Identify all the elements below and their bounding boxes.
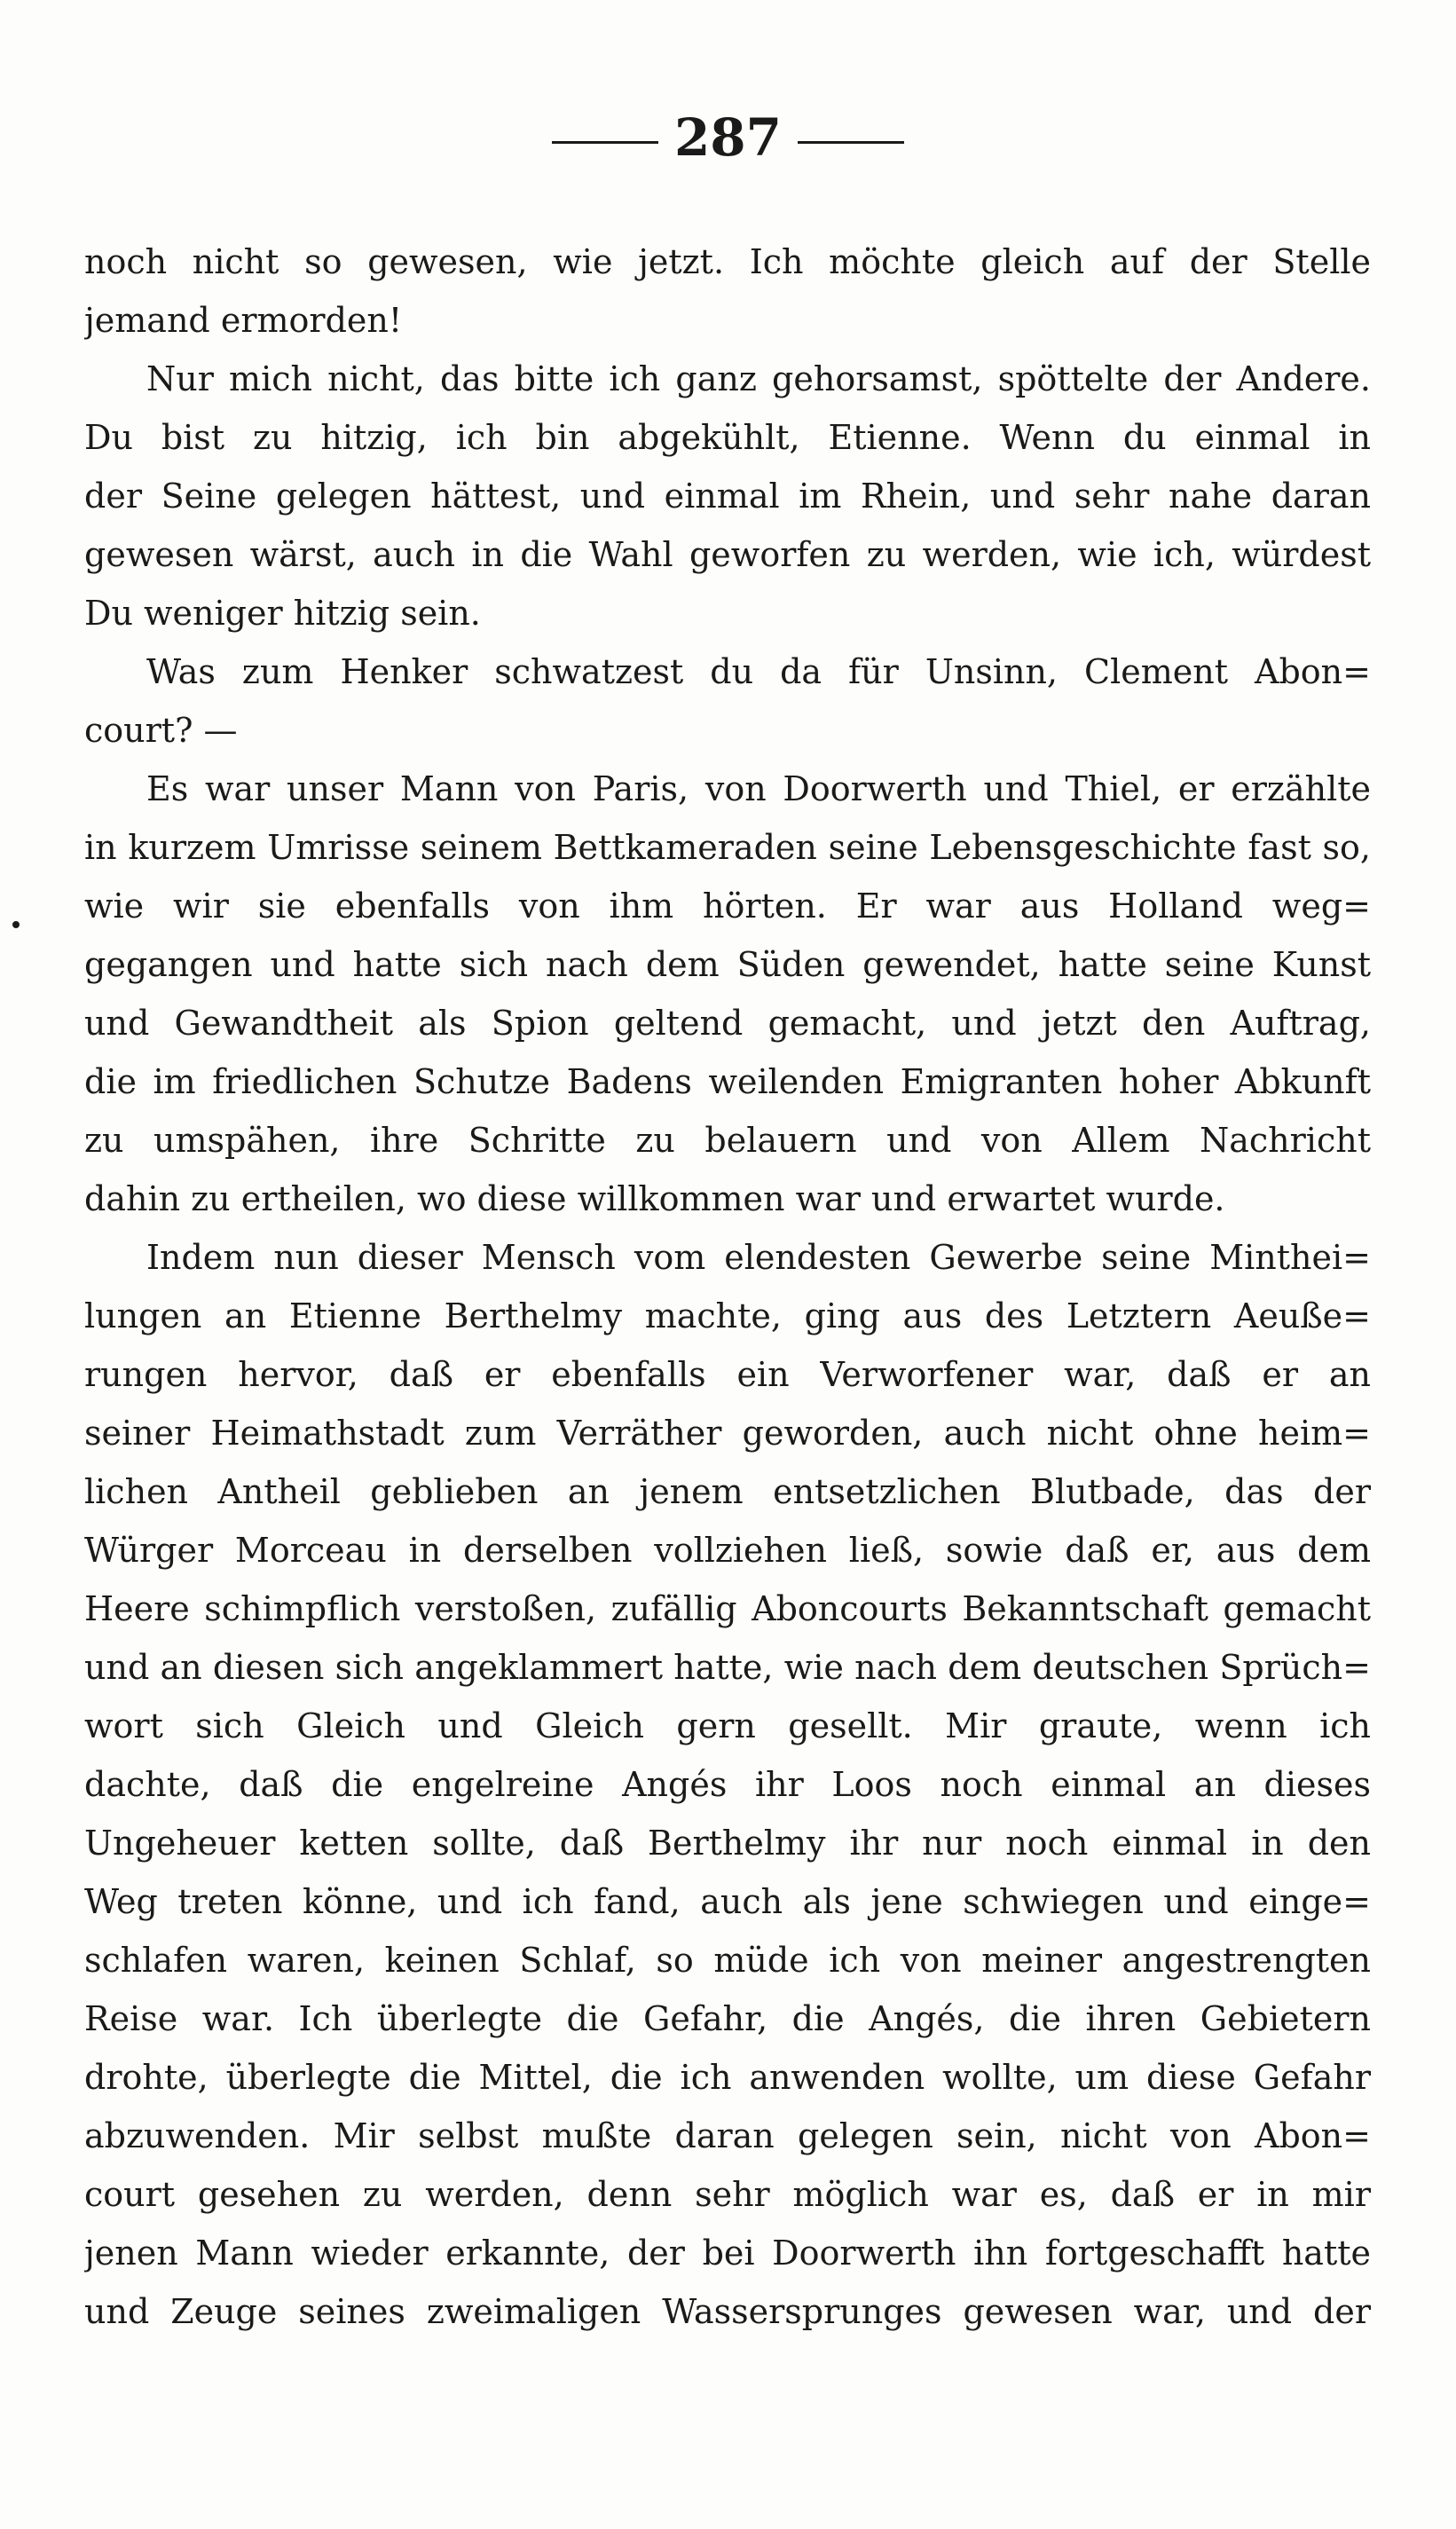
page-number: 287 [673, 107, 783, 168]
text-line: jemand ermorden! [84, 301, 403, 340]
text-line: Was zum Henker schwatzest du da für Unsinn, Clement Abon= [146, 652, 1371, 691]
text-line: noch nicht so gewesen, wie jetzt. Ich möchte gleich auf der Stelle [84, 242, 1371, 281]
text-line: seiner Heimathstadt zum Verräther geworden, auch nicht ohne heim= [84, 1414, 1371, 1453]
text-line: und Gewandtheit als Spion geltend gemacht, und jetzt den Auftrag, [84, 1004, 1371, 1043]
text-line: Indem nun dieser Mensch vom elendesten Gewerbe seine Minthei= [146, 1238, 1371, 1277]
text-line: jenen Mann wieder erkannte, der bei Doorwerth ihn fortgeschafft hatte [84, 2234, 1371, 2273]
text-line: und Zeuge seines zweimaligen Wassersprunges gewesen war, und der [84, 2292, 1371, 2331]
text-line: wie wir sie ebenfalls von ihm hörten. Er war aus Holland weg= [84, 886, 1371, 926]
text-line: der Seine gelegen hättest, und einmal im Rhein, und sehr nahe daran [84, 477, 1371, 516]
text-line: Heere schimpflich verstoßen, zufällig Aboncourts Bekanntschaft gemacht [84, 1589, 1371, 1628]
text-line: Reise war. Ich überlegte die Gefahr, die Angés, die ihren Gebietern [84, 1999, 1371, 2038]
text-line: court? — [84, 711, 238, 750]
text-line: gewesen wärst, auch in die Wahl geworfen zu werden, wie ich, würdest [84, 535, 1371, 574]
page-header [0, 106, 1456, 169]
text-line: abzuwenden. Mir selbst mußte daran gelegen sein, nicht von Abon= [84, 2116, 1371, 2155]
text-line: und an diesen sich angeklammert hatte, wie nach dem deutschen Sprüch= [84, 1648, 1371, 1687]
text-line: in kurzem Umrisse seinem Bettkameraden seine Lebensgeschichte fast so, [84, 828, 1371, 867]
text-line: Weg treten könne, und ich fand, auch als jene schwiegen und einge= [84, 1882, 1371, 1921]
header-rule-right [798, 141, 904, 144]
text-line: Ungeheuer ketten sollte, daß Berthelmy ihr nur noch einmal in den [84, 1824, 1371, 1863]
page-body [84, 232, 1371, 2341]
text-line: Du bist zu hitzig, ich bin abgekühlt, Etienne. Wenn du einmal in [84, 418, 1371, 457]
text-line: rungen hervor, daß er ebenfalls ein Verworfener war, daß er an [84, 1355, 1371, 1394]
text-line: die im friedlichen Schutze Badens weilenden Emigranten hoher Abkunft [84, 1062, 1371, 1101]
text-line: Du weniger hitzig sein. [84, 594, 481, 633]
text-line: zu umspähen, ihre Schritte zu belauern und von Allem Nachricht [84, 1121, 1371, 1160]
text-line: Es war unser Mann von Paris, von Doorwerth und Thiel, er erzählte [146, 769, 1371, 808]
text-line: dahin zu ertheilen, wo diese willkommen war und erwartet wurde. [84, 1179, 1225, 1218]
text-line: wort sich Gleich und Gleich gern gesellt. Mir graute, wenn ich [84, 1706, 1371, 1745]
text-line: schlafen waren, keinen Schlaf, so müde ich von meiner angestrengten [84, 1941, 1371, 1980]
text-line: court gesehen zu werden, denn sehr möglich war es, daß er in mir [84, 2175, 1371, 2214]
header-rule-left [552, 141, 658, 144]
text-line: drohte, überlegte die Mittel, die ich anwenden wollte, um diese Gefahr [84, 2058, 1371, 2097]
text-line: dachte, daß die engelreine Angés ihr Loos noch einmal an dieses [84, 1765, 1371, 1804]
text-line: lichen Antheil geblieben an jenem entsetzlichen Blutbade, das der [84, 1472, 1371, 1511]
margin-speck [12, 921, 20, 928]
text-line: Würger Morceau in derselben vollziehen ließ, sowie daß er, aus dem [84, 1531, 1371, 1570]
text-line: gegangen und hatte sich nach dem Süden gewendet, hatte seine Kunst [84, 945, 1371, 984]
text-line: Nur mich nicht, das bitte ich ganz gehorsamst, spöttelte der Andere. [146, 359, 1371, 398]
text-line: lungen an Etienne Berthelmy machte, ging aus des Letztern Aeuße= [84, 1296, 1371, 1335]
